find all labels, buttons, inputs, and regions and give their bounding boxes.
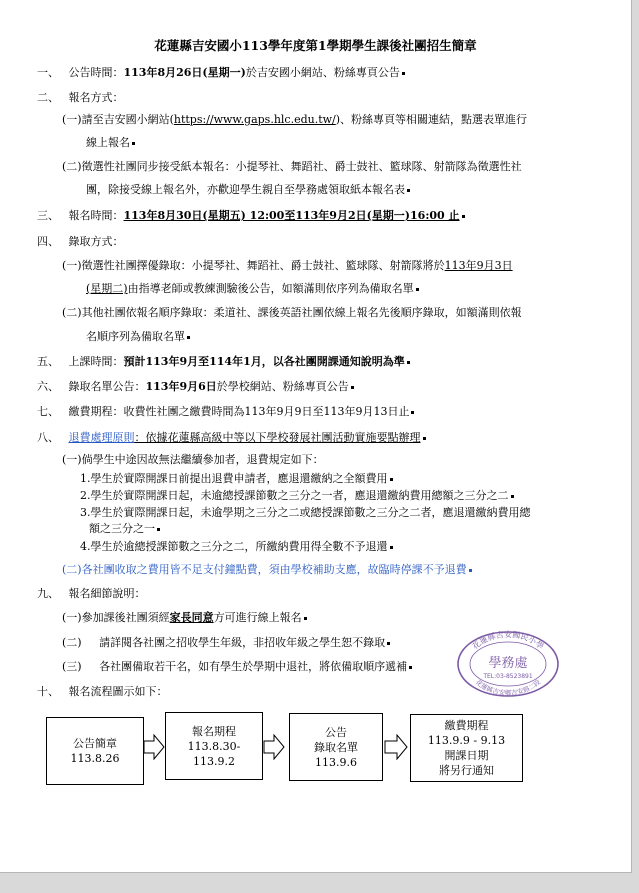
detail-waitlist-number: (三) [62,660,82,673]
detail-waitlist [62,660,412,673]
bullet-dot [387,642,390,645]
flow-step-text: 113.9.2 [193,754,235,768]
section-2-label: 報名方式： [68,91,124,104]
section-1-label: 公告時間： [68,66,124,79]
bullet-dot [407,189,410,192]
result-date: 113年9月6日 [145,380,217,393]
refund-rule-2-text: 2.學生於實際開課日起，未逾總授課節數之三分之一者，應退還繳納費用總額之三分之二 [80,489,509,502]
section-2 [37,91,124,104]
document-title: 花蓮縣吉安國小113學年度第1學期學生課後社團招生簡章 [154,38,477,53]
bullet-dot [411,411,414,414]
bullet-dot [304,617,307,620]
section-1-number: 一、 [37,66,59,79]
seal-phone: TEL:03-8523891 [483,673,533,680]
section-7-number: 七、 [37,405,59,418]
section-7 [37,405,414,418]
flow-step-text: 113.9.6 [315,755,357,769]
detail-grade-number: (二) [62,636,82,649]
payment-period: 繳費期程：收費性社團之繳費時間為113年9月9日至113年9月13日止 [68,405,410,418]
flow-arrow-icon [143,734,165,760]
flow-arrow-icon [384,734,408,760]
bullet-dot [157,528,160,531]
signup-online-line [62,113,527,126]
refund-rule-4 [80,540,393,553]
signup-paper-text: 團，除接受線上報名外，亦歡迎學生親自至學務處領取紙本報名表 [86,183,405,196]
bullet-dot [351,386,354,389]
bullet-dot [511,495,514,498]
flow-step-text: 113.9.9 - 9.13 [427,734,506,747]
bullet-dot [469,569,472,572]
signup-paper-line1: (二)徵選性社團同步接受紙本報名：小提琴社、舞蹈社、爵士鼓社、籃球隊、射箭隊為徵選性社 [62,160,522,173]
section-3-number: 三、 [37,209,59,222]
flow-step-text: 開課日期 [444,749,489,762]
office-seal [456,627,560,697]
refund-head: (一)倘學生中途因故無法繼續參加者，退費規定如下： [62,453,324,466]
section-4-label: 錄取方式： [68,235,124,248]
bullet-dot [423,437,426,440]
detail-waitlist-text: 各社團備取若干名，如有學生於學期中退社，將依備取順序遞補 [99,660,408,673]
signup-online-text: 線上報名 [86,136,130,149]
signup-online-prefix: (一)請至吉安國小網站( [62,113,174,126]
section-10 [37,685,168,698]
bullet-dot [409,666,412,669]
audition-result-weekday: (星期二) [86,282,128,295]
flow-step-signup [165,712,263,780]
svg-text:花蓮縣吉安國民小學 [470,629,546,651]
flow-step-text: 113.8.26 [70,752,120,765]
signup-period: 113年8月30日(星期五) 12:00至113年9月2日(星期一)16:00 止 [123,209,460,222]
admission-audition-line2 [86,282,419,295]
section-5-number: 五、 [37,355,59,368]
section-3-label: 報名時間： [68,209,124,222]
seal-office-name: 學務處 [488,656,528,671]
flow-step-text: 報名期程 [192,724,236,738]
flow-step-text: 錄取名單 [314,740,358,754]
bullet-dot [407,361,410,364]
section-6 [37,380,354,393]
admission-order-line2 [86,330,190,343]
section-10-number: 十、 [37,685,59,698]
admission-order-line1: (二)其他社團依報名順序錄取：柔道社、課後英語社團依線上報名先後順序錄取，如額滿則依報 [62,306,522,319]
flow-step-text: 113.8.30- [187,739,241,753]
flow-step-text: 公告 [325,725,347,739]
section-4-number: 四、 [37,235,59,248]
admission-audition-line1 [62,259,513,272]
refund-no-class-note [62,563,472,576]
section-5 [37,355,410,368]
seal-address: 花蓮縣吉安鄉吉安路二段 [473,678,543,697]
section-3 [37,209,465,222]
refund-policy-basis: ：依據花蓮縣高級中等以下學校發展社團活動實施要點辦理 [134,431,421,444]
signup-paper-line2 [86,183,410,196]
flow-step-text: 將另行通知 [439,764,494,777]
parent-consent: 家長同意 [169,611,214,624]
refund-rule-1 [80,472,393,485]
admission-audition-text: (一)徵選性社團擇優錄取：小提琴社、舞蹈社、爵士鼓社、籃球隊、射箭隊將於 [62,259,445,272]
signup-online-rest: )、粉絲專頁等相關連結，點選表單進行 [335,113,528,126]
bullet-dot [390,478,393,481]
section-2-number: 二、 [37,91,59,104]
bullet-dot [402,72,405,75]
admission-order-text: 名順序列為備取名單 [86,330,185,343]
section-4 [37,235,124,248]
section-6-number: 六、 [37,380,59,393]
bullet-dot [187,336,190,339]
refund-no-class-text: (二)各社團收取之費用皆不足支付鐘點費，須由學校補助支應，故臨時停課不予退費 [62,563,467,576]
flow-step-payment [410,714,523,782]
announce-text: 於吉安國小網站、粉絲專頁公告 [245,66,400,79]
section-1 [37,66,405,79]
refund-rule-3-line1: 3.學生於實際開課日起，未逾學期之三分之二或總授課節數之三分之二者，應退還繳納費用總 [80,506,531,519]
admission-audition-rest: 由指導老師或教練測驗後公告，如額滿則依序列為備取名單 [127,282,414,295]
audition-result-date: 113年9月3日 [444,259,513,272]
flow-step-text: 繳費期程 [444,719,489,732]
flow-step-results [289,713,383,781]
flow-step-announce [46,717,144,785]
section-8 [37,431,426,444]
section-9 [37,587,146,600]
refund-rule-4-text: 4.學生於逾總授課節數之三分之二，所繳納費用得全數不予退還 [80,540,388,553]
detail-consent [62,611,307,624]
refund-policy-label: 退費處理原則 [68,431,135,444]
bullet-dot [416,288,419,291]
office-seal-icon [456,627,560,697]
refund-rule-3-line2 [89,522,160,535]
refund-rule-2 [80,489,514,502]
bullet-dot [462,215,465,218]
announce-date: 113年8月26日(星期一) [123,66,246,79]
detail-consent-pre: (一)參加課後社團須經 [62,611,170,624]
school-website-link[interactable]: https://www.gaps.hlc.edu.tw/ [173,113,336,126]
detail-grade-text: 請詳閱各社團之招收學生年級，非招收年級之學生恕不錄取 [99,636,386,649]
bullet-dot [390,546,393,549]
section-10-label: 報名流程圖示如下： [68,685,168,698]
flow-arrow-icon [263,734,285,760]
signup-online-line2 [86,136,135,149]
flow-step-text: 公告簡章 [73,737,117,750]
bullet-dot [132,142,135,145]
section-5-label: 上課時間： [68,355,124,368]
detail-consent-post: 方可進行線上報名 [213,611,302,624]
seal-school-name: 花蓮縣吉安國民小學 [470,630,546,652]
section-9-number: 九、 [37,587,59,600]
refund-rule-1-text: 1.學生於實際開課日前提出退費申請者，應退還繳納之全額費用 [80,472,388,485]
section-8-number: 八、 [37,431,59,444]
detail-grade [62,636,390,649]
class-period: 預計113年9月至114年1月，以各社團開課通知說明為準 [123,355,405,368]
refund-rule-3-text: 額之三分之一 [89,522,155,535]
section-6-label: 錄取名單公告： [68,380,146,393]
section-9-label: 報名細節說明： [68,587,146,600]
result-text: 於學校網站、粉絲專頁公告 [216,380,349,393]
